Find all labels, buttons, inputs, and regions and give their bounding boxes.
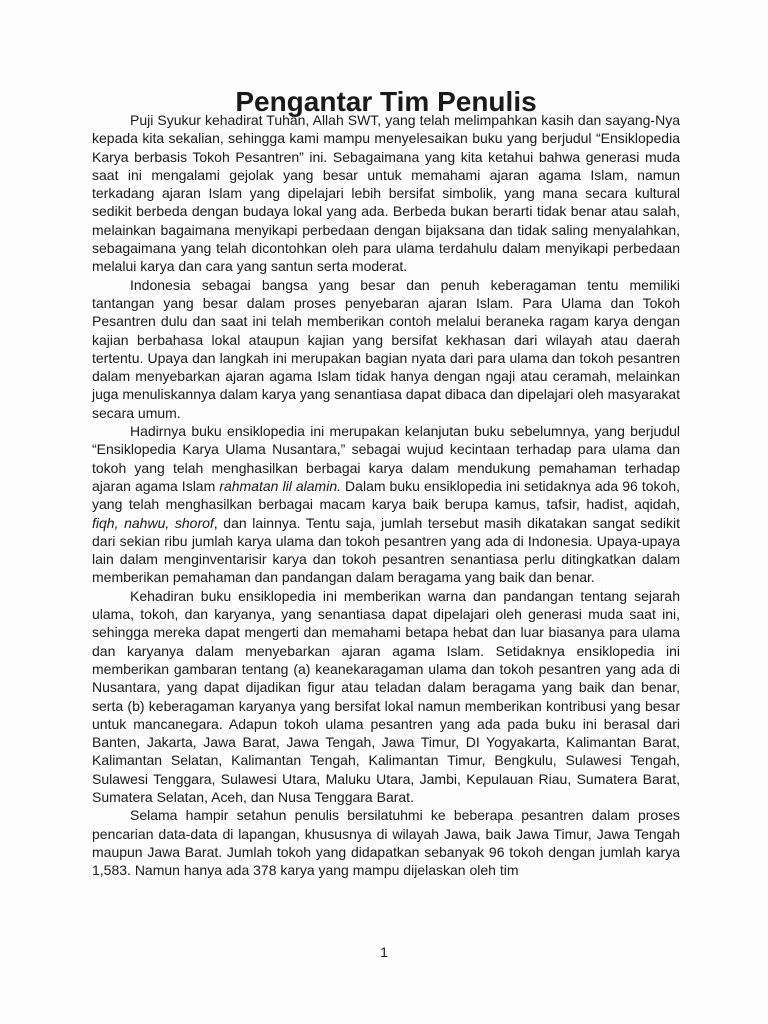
body-paragraph xyxy=(92,806,680,879)
paragraph-text: , dan lainnya. Tentu saja, jumlah tersebut masih dikatakan sangat sedikit dari sekian ribu jumlah karya ulama dan tokoh pesantren yang ada di Indonesia. Upaya-upaya lain dalam menginventarisir karya dan tokoh pesantren senantiasa perlu ditingkatkan dalam memberikan pemahaman dan pandangan dalam beragama yang baik dan benar. xyxy=(92,514,680,586)
page-number: 1 xyxy=(380,944,388,960)
page-title: Pengantar Tim Penulis xyxy=(235,86,537,117)
paragraph-text: Kehadiran buku ensiklopedia ini memberikan warna dan pandangan tentang sejarah ulama, tokoh, dan karyanya, yang senantiasa dapat dipelajari oleh generasi muda saat ini, sehingga mereka dapat mengerti dan memahami betapa hebat dan luar biasanya para ulama dan karyanya dalam menyebarkan ajaran agama Islam. Setidaknya ensiklopedia ini memberikan gambaran tentang (a) keanekaragaman ulama dan tokoh pesantren yang ada di Nusantara, yang dapat dijadikan figur atau teladan dalam beragama yang baik dan benar, serta (b) keberagaman karyanya yang bersifat lokal namun memberikan kontribusi yang besar untuk mancanegara. Adapun tokoh ulama pesantren yang ada pada buku ini berasal dari Banten, Jakarta, Jawa Barat, Jawa Tengah, Jawa Timur, DI Yogyakarta, Kalimantan Barat, Kalimantan Selatan, Kalimantan Tengah, Kalimantan Timur, Bengkulu, Sulawesi Tengah, Sulawesi Tenggara, Sulawesi Utara, Maluku Utara, Jambi, Kepulauan Riau, Sumatera Barat, Sumatera Selatan, Aceh, dan Nusa Tenggara Barat. xyxy=(92,587,680,805)
body-paragraph xyxy=(92,111,680,276)
document-body xyxy=(92,86,681,879)
italic-term: fiqh, nahwu, shorof xyxy=(92,514,214,531)
body-paragraph xyxy=(92,587,680,807)
italic-term: rahmatan lil alamin. xyxy=(219,477,342,494)
body-paragraph xyxy=(92,422,680,587)
paragraph-text: Puji Syukur kehadirat Tuhan, Allah SWT, yang telah melimpahkan kasih dan sayang-Nya kepada kita sekalian, sehingga kami mampu menyelesaikan buku yang berjudul “Ensiklopedia Karya berbasis Tokoh Pesantren” ini. Sebagaimana yang kita ketahui bahwa generasi muda saat ini mengalami gejolak yang besar untuk memahami ajaran agama Islam, namun terkadang ajaran Islam yang dipelajari lebih bersifat simbolik, yang mana secara kultural sedikit berbeda dengan budaya lokal yang ada. Berbeda bukan berarti tidak benar atau salah, melainkan bagaimana menyikapi perbedaan dengan bijaksana dan tidak saling menyalahkan, sebagaimana yang telah dicontohkan oleh para ulama terdahulu dalam menyikapi perbedaan melalui karya dan cara yang santun serta moderat. xyxy=(92,112,680,275)
paragraph-text: Indonesia sebagai bangsa yang besar dan penuh keberagaman tentu memiliki tantangan yang besar dalam proses penyebaran ajaran Islam. Para Ulama dan Tokoh Pesantren dulu dan saat ini telah memberikan contoh melalui beraneka ragam karya dengan kajian berbahasa lokal ataupun kajian yang bersifat kekhasan dari wilayah atau daerah tertentu. Upaya dan langkah ini merupakan bagian nyata dari para ulama dan tokoh pesantren dalam menyebarkan ajaran agama Islam tidak hanya dengan ngaji atau ceramah, melainkan juga menuliskannya dalam karya yang senantiasa dapat dibaca dan dipelajari oleh masyarakat secara umum. xyxy=(92,276,680,421)
paragraph-text: Hadirnya buku ensiklopedia ini merupakan kelanjutan buku sebelumnya, yang berjudul “Ensiklopedia Karya Ulama Nusantara,” sebagai wujud kecintaan terhadap para ulama dan tokoh yang telah menghasilkan berbagai karya dalam mendukung pemahaman terhadap ajaran agama Islam xyxy=(92,423,680,494)
paragraph-text: Dalam buku ensiklopedia ini setidaknya ada 96 tokoh, yang telah menghasilkan berbagai macam karya baik berupa kamus, tafsir, hadist, aqidah, xyxy=(92,477,681,513)
paragraph-text: Selama hampir setahun penulis bersilatuhmi ke beberapa pesantren dalam proses pencarian data-data di lapangan, khususnya di wilayah Jawa, baik Jawa Timur, Jawa Tengah maupun Jawa Barat. Jumlah tokoh yang didapatkan sebanyak 96 tokoh dengan jumlah karya 1,583. Namun hanya ada 378 karya yang mampu dijelaskan oleh tim xyxy=(92,807,680,879)
body-paragraph xyxy=(92,276,680,422)
paragraph-list xyxy=(92,111,680,879)
